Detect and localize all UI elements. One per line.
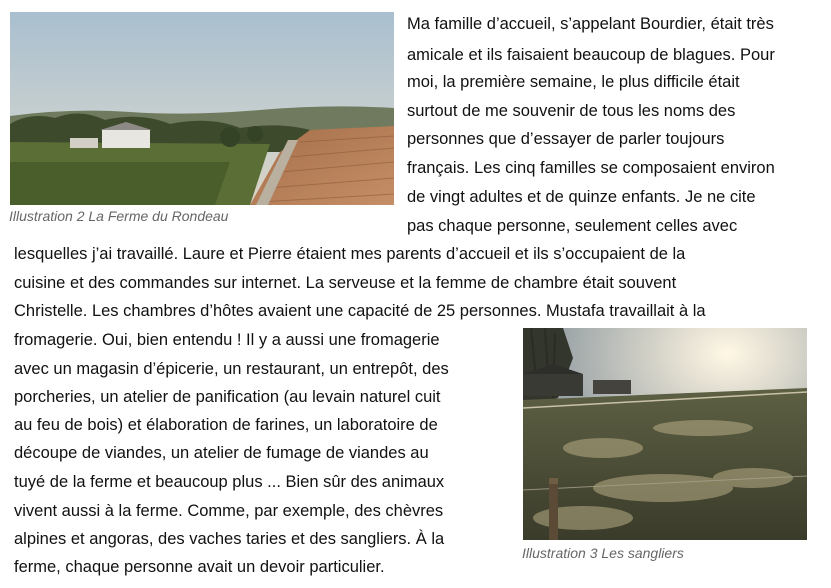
text-line: Ma famille d’accueil, s’appelant Bourdier, était très (407, 15, 774, 33)
text-line: lesquelles j’ai travaillé. Laure et Pierre étaient mes parents d’accueil et ils s’occupaient de la (14, 245, 686, 263)
text-line: pas chaque personne, seulement celles avec (407, 217, 738, 235)
figure-caption: Illustration 2 La Ferme du Rondeau (9, 208, 229, 224)
text-line: porcheries, un atelier de panification (au levain naturel cuit (14, 388, 441, 406)
text-line: avec un magasin d’épicerie, un restaurant, un entrepôt, des (14, 360, 449, 378)
text-line: découpe de viandes, un atelier de fumage de viandes au (14, 444, 429, 462)
text-line: cuisine et des commandes sur internet. La serveuse et la femme de chambre était souvent (14, 274, 677, 292)
text-line: au feu de bois) et élaboration de farines, un laboratoire de (14, 416, 438, 434)
text-line: français. Les cinq familles se composaient environ (407, 159, 775, 177)
text-line: ferme, chaque personne avait un devoir particulier. (14, 558, 385, 576)
boars-photo (523, 328, 807, 540)
text-line: personnes que d’essayer de parler toujours (407, 130, 725, 148)
text-line: de vingt adultes et de quinze enfants. Je ne cite (407, 188, 756, 206)
figure-caption: Illustration 3 Les sangliers (522, 545, 684, 561)
text-line: Christelle. Les chambres d’hôtes avaient une capacité de 25 personnes. Mustafa travaillait à la (14, 302, 706, 320)
text-line: tuyé de la ferme et beaucoup plus ... Bien sûr des animaux (14, 473, 445, 491)
text-line: amicale et ils faisaient beaucoup de blagues. Pour (407, 46, 775, 64)
text-line: alpines et angoras, des vaches taries et des sangliers. À la (14, 530, 445, 548)
text-line: vivent aussi à la ferme. Comme, par exemple, des chèvres (14, 502, 444, 520)
text-line: fromagerie. Oui, bien entendu ! Il y a aussi une fromagerie (14, 331, 440, 349)
farm-photo (10, 12, 394, 205)
text-line: moi, la première semaine, le plus difficile était (407, 73, 740, 91)
text-line: surtout de me souvenir de tous les noms des (407, 102, 736, 120)
